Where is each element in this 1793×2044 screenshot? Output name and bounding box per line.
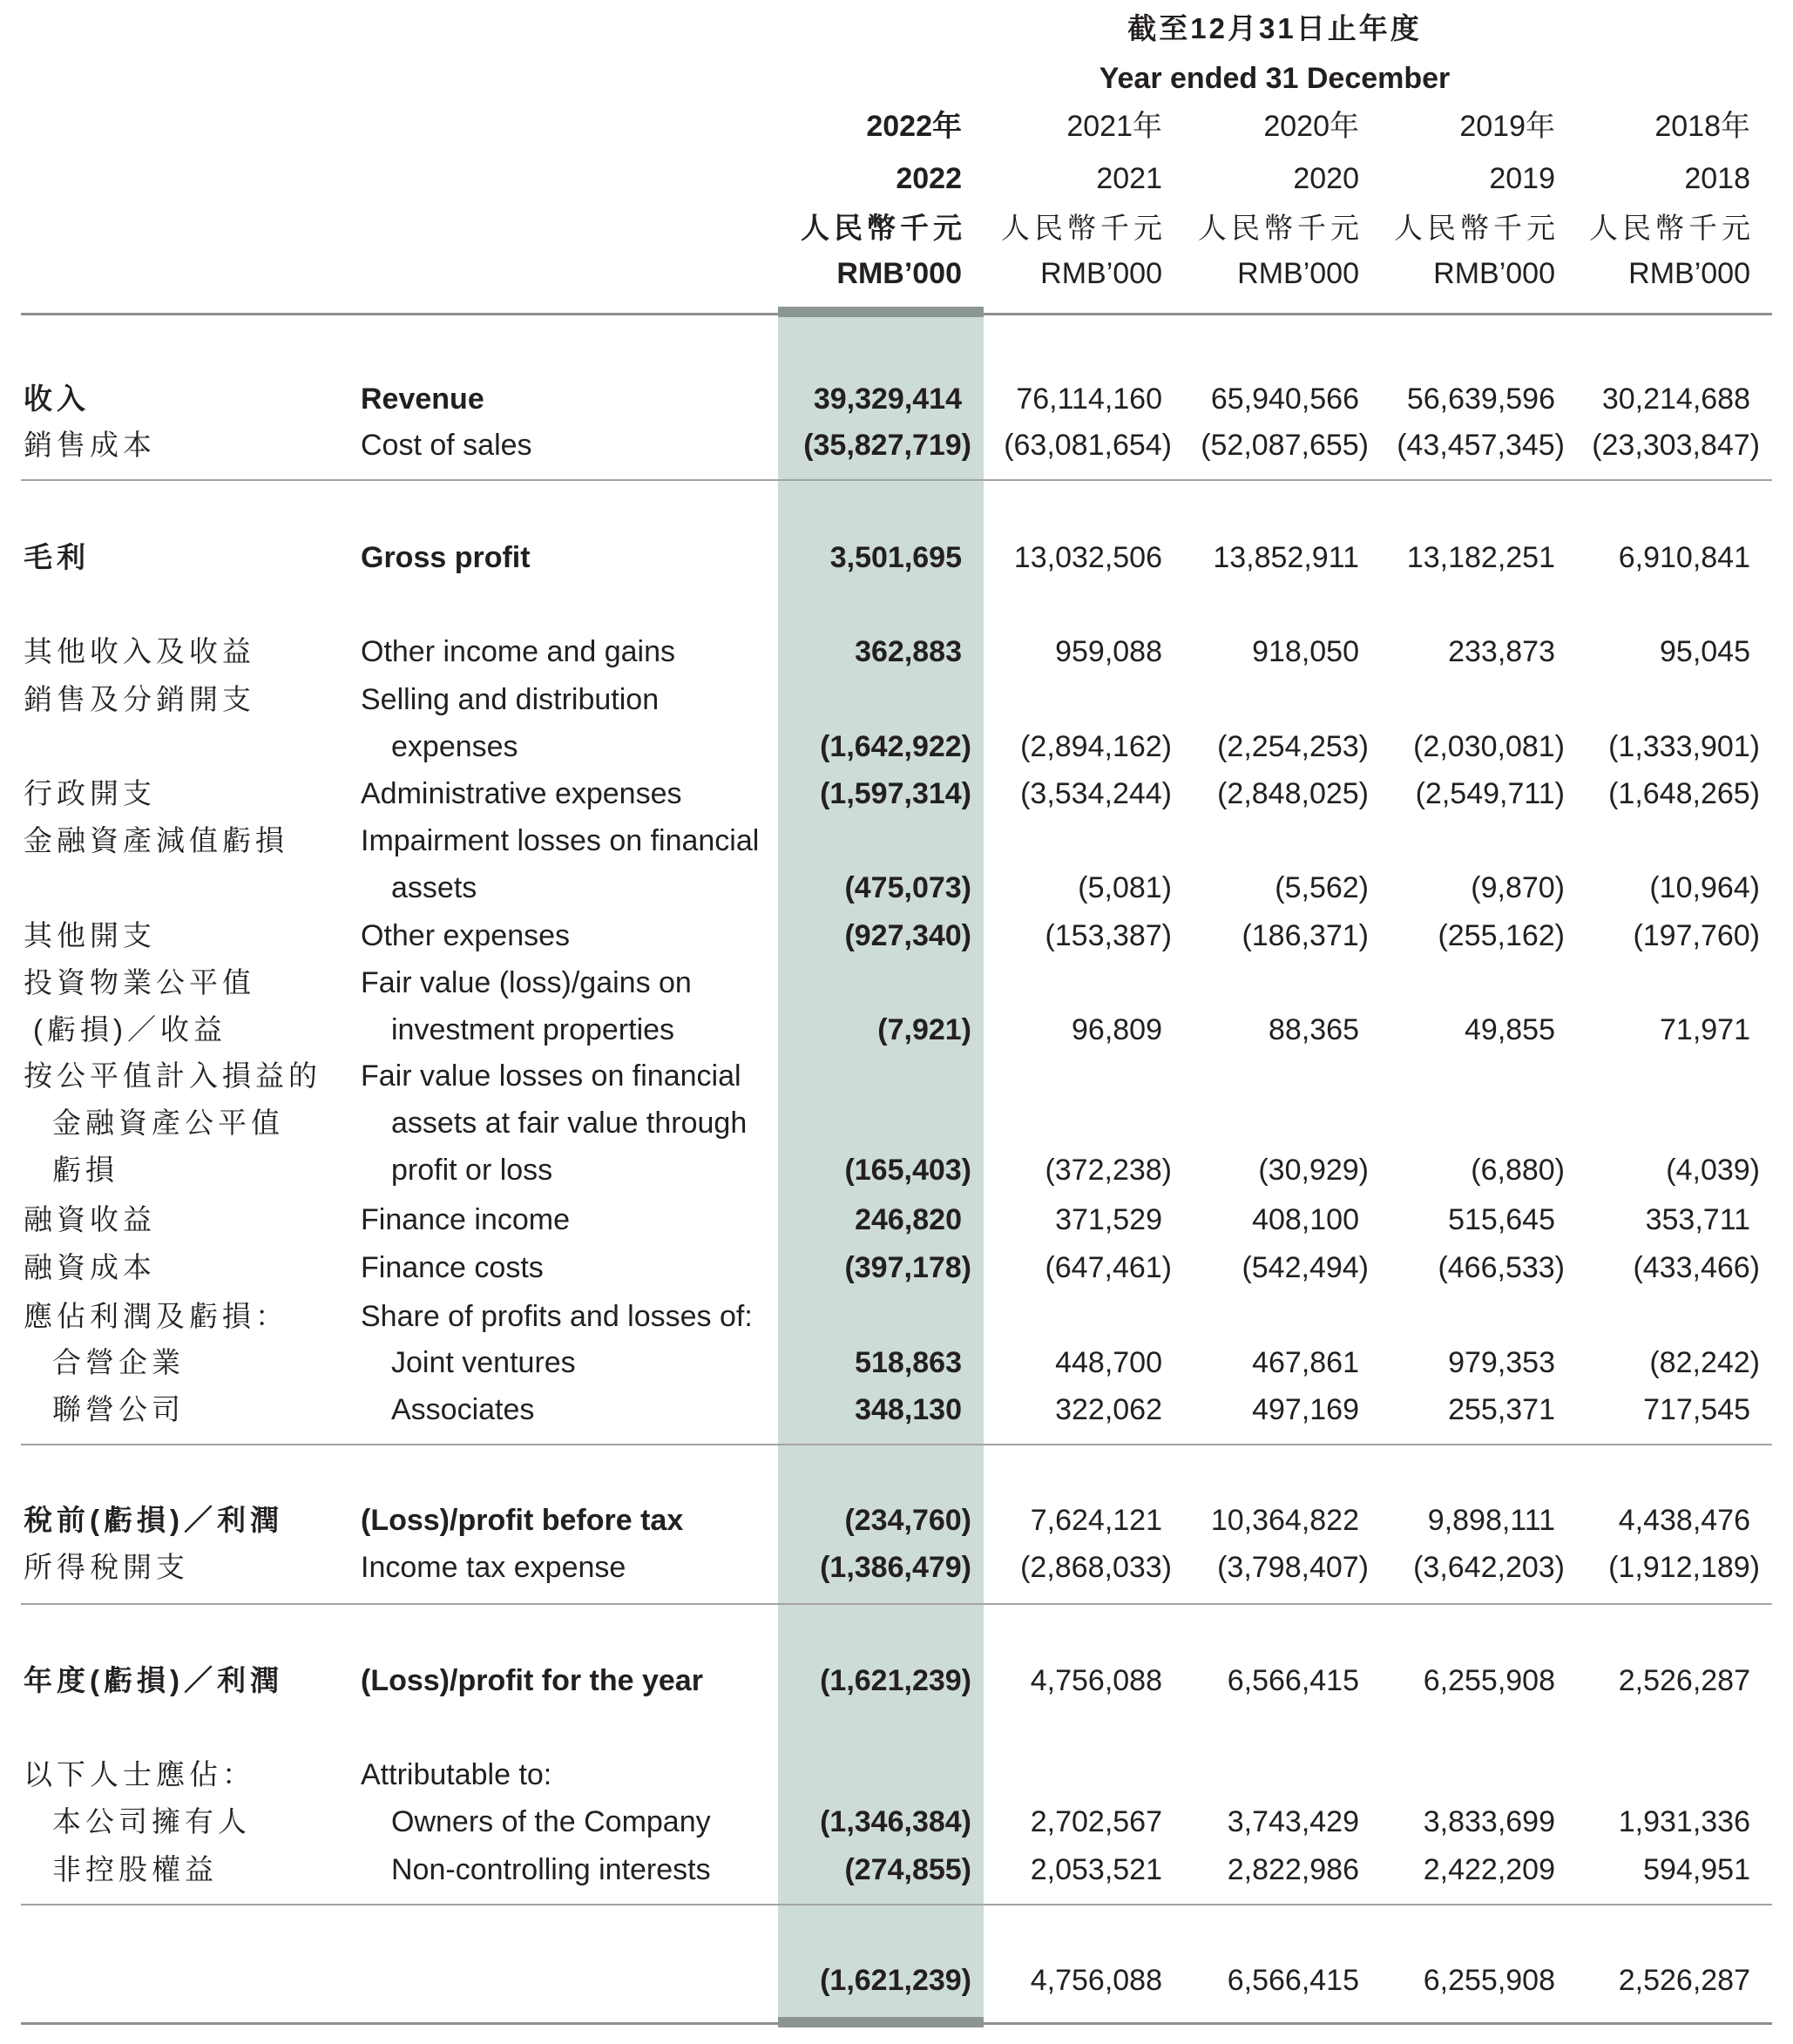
label-en bbox=[361, 676, 659, 770]
value-2020: 918,050 bbox=[1252, 635, 1359, 668]
label-zh bbox=[24, 1798, 251, 1845]
value-2022: 518,863 bbox=[855, 1346, 962, 1379]
column-year-zh-2020: 2020年 bbox=[1263, 110, 1359, 143]
value-2020: (2,848,025) bbox=[1217, 777, 1369, 810]
label-zh bbox=[24, 1244, 156, 1291]
label-en-line: profit or loss bbox=[391, 1154, 553, 1187]
value-2021: 96,809 bbox=[1072, 1013, 1162, 1046]
value-2022: (1,642,922) bbox=[820, 730, 971, 763]
label-zh bbox=[24, 1052, 321, 1194]
column-unit-en-2019: RMB’000 bbox=[1433, 257, 1555, 290]
label-en bbox=[361, 817, 759, 911]
label-zh-line: 應佔利潤及虧損： bbox=[24, 1300, 288, 1332]
label-en bbox=[361, 1497, 683, 1544]
value-2018: 71,971 bbox=[1660, 1013, 1750, 1046]
label-en bbox=[361, 422, 532, 469]
value-2019: 3,833,699 bbox=[1423, 1805, 1555, 1838]
label-zh bbox=[24, 1386, 185, 1433]
value-2018: 4,438,476 bbox=[1618, 1504, 1750, 1537]
value-2019: 979,353 bbox=[1448, 1346, 1555, 1379]
value-2020: (186,371) bbox=[1242, 919, 1369, 952]
label-zh-line: 毛利 bbox=[24, 541, 90, 573]
value-2021: 7,624,121 bbox=[1030, 1504, 1162, 1537]
label-en-line: Gross profit bbox=[361, 541, 531, 574]
label-en-line: Administrative expenses bbox=[361, 777, 682, 810]
label-en bbox=[361, 1196, 570, 1243]
value-2019: (43,457,345) bbox=[1397, 429, 1565, 462]
column-year-2020: 2020 bbox=[1293, 162, 1359, 195]
column-unit-en-2022: RMB’000 bbox=[836, 257, 962, 290]
value-2021: 2,053,521 bbox=[1030, 1853, 1162, 1886]
label-zh-line: 合營企業 bbox=[52, 1346, 185, 1378]
label-en bbox=[361, 1751, 551, 1798]
column-unit-en-2018: RMB’000 bbox=[1628, 257, 1750, 290]
label-en bbox=[361, 1798, 711, 1845]
value-2020: 467,861 bbox=[1252, 1346, 1359, 1379]
label-en bbox=[361, 1293, 753, 1340]
value-2021: (647,461) bbox=[1045, 1251, 1172, 1284]
column-unit-zh-2019: 人民幣千元 bbox=[1394, 212, 1560, 244]
value-2018: 95,045 bbox=[1660, 635, 1750, 668]
label-zh-line: 投資物業公平值 bbox=[24, 966, 255, 998]
value-2018: (1,648,265) bbox=[1608, 777, 1760, 810]
label-zh-line: 非控股權益 bbox=[52, 1853, 218, 1885]
value-2020: 10,364,822 bbox=[1210, 1504, 1359, 1537]
label-zh bbox=[24, 534, 90, 581]
label-zh-line: 虧損 bbox=[52, 1154, 118, 1186]
label-en-line: assets at fair value through bbox=[391, 1107, 748, 1140]
value-2021: (372,238) bbox=[1045, 1154, 1172, 1187]
label-en-line: Fair value (loss)/gains on bbox=[361, 966, 692, 999]
value-2022: (35,827,719) bbox=[803, 429, 971, 462]
period-title-zh: 截至12月31日止年度 bbox=[1127, 12, 1422, 44]
label-en-line: Other expenses bbox=[361, 919, 571, 952]
divider-rule bbox=[21, 1444, 1772, 1445]
value-2018: 2,526,287 bbox=[1618, 1664, 1750, 1697]
label-zh bbox=[24, 959, 255, 1053]
label-en bbox=[361, 1846, 711, 1893]
value-2022: (234,760) bbox=[844, 1504, 971, 1537]
label-zh-line: 收入 bbox=[24, 382, 90, 415]
value-2020: 65,940,566 bbox=[1210, 382, 1359, 416]
label-zh bbox=[24, 1657, 283, 1704]
value-2019: (6,880) bbox=[1471, 1154, 1565, 1187]
column-year-zh-2022: 2022年 bbox=[866, 110, 962, 143]
value-2022: (274,855) bbox=[844, 1853, 971, 1886]
label-zh-line: 聯營公司 bbox=[52, 1393, 185, 1425]
value-2021: 4,756,088 bbox=[1030, 1964, 1162, 1997]
label-en-line: Attributable to: bbox=[361, 1758, 552, 1791]
label-zh-line: 年度(虧損)／利潤 bbox=[24, 1664, 283, 1696]
column-year-zh-2018: 2018年 bbox=[1654, 110, 1750, 143]
label-zh bbox=[24, 1196, 156, 1243]
label-zh bbox=[24, 628, 255, 675]
divider-rule bbox=[21, 1904, 1772, 1905]
value-2021: 13,032,506 bbox=[1013, 541, 1162, 574]
value-2019: 49,855 bbox=[1465, 1013, 1555, 1046]
column-unit-zh-2020: 人民幣千元 bbox=[1198, 212, 1363, 244]
label-en bbox=[361, 912, 570, 959]
value-2020: (5,562) bbox=[1275, 871, 1369, 904]
column-year-2018: 2018 bbox=[1684, 162, 1750, 195]
value-2020: 3,743,429 bbox=[1227, 1805, 1359, 1838]
period-title-en: Year ended 31 December bbox=[1099, 62, 1451, 95]
divider-rule bbox=[21, 479, 1772, 481]
value-2019: 56,639,596 bbox=[1406, 382, 1555, 416]
label-en bbox=[361, 1657, 703, 1704]
label-zh bbox=[24, 1751, 255, 1798]
column-unit-zh-2018: 人民幣千元 bbox=[1589, 212, 1755, 244]
label-zh bbox=[24, 817, 288, 864]
label-en-line: expenses bbox=[391, 730, 518, 763]
label-zh bbox=[24, 770, 156, 817]
value-2020: 6,566,415 bbox=[1227, 1664, 1359, 1697]
value-2020: 2,822,986 bbox=[1227, 1853, 1359, 1886]
label-en-line: Other income and gains bbox=[361, 635, 675, 668]
label-en bbox=[361, 770, 682, 817]
value-2021: 4,756,088 bbox=[1030, 1664, 1162, 1697]
column-year-2021: 2021 bbox=[1096, 162, 1162, 195]
value-2022: (475,073) bbox=[844, 871, 971, 904]
value-2018: 594,951 bbox=[1643, 1853, 1750, 1886]
label-zh-line: 銷售及分銷開支 bbox=[24, 683, 255, 715]
label-zh-line: 其他開支 bbox=[24, 919, 156, 951]
value-2020: (30,929) bbox=[1258, 1154, 1369, 1187]
label-zh-line: 以下人士應佔： bbox=[24, 1758, 255, 1790]
label-en bbox=[361, 1386, 534, 1433]
value-2018: 2,526,287 bbox=[1618, 1964, 1750, 1997]
value-2019: 255,371 bbox=[1448, 1393, 1555, 1426]
value-2022: (7,921) bbox=[877, 1013, 971, 1046]
value-2021: (2,894,162) bbox=[1020, 730, 1172, 763]
label-zh bbox=[24, 1497, 283, 1544]
label-zh-line: 其他收入及收益 bbox=[24, 635, 255, 667]
label-zh-line: 按公平值計入損益的 bbox=[24, 1059, 321, 1092]
label-zh bbox=[24, 1544, 189, 1591]
label-en-line: Finance income bbox=[361, 1203, 571, 1236]
value-2020: 13,852,911 bbox=[1213, 541, 1359, 574]
label-zh-line: 金融資產公平值 bbox=[52, 1107, 284, 1139]
label-zh-line: 融資成本 bbox=[24, 1251, 156, 1283]
value-2020: 408,100 bbox=[1252, 1203, 1359, 1236]
label-zh bbox=[24, 1846, 218, 1893]
column-unit-zh-2021: 人民幣千元 bbox=[1001, 212, 1167, 244]
label-zh bbox=[24, 1339, 185, 1386]
value-2021: 2,702,567 bbox=[1030, 1805, 1162, 1838]
value-2018: (1,333,901) bbox=[1608, 730, 1760, 763]
value-2020: (2,254,253) bbox=[1217, 730, 1369, 763]
value-2019: 2,422,209 bbox=[1423, 1853, 1555, 1886]
value-2021: (153,387) bbox=[1045, 919, 1172, 952]
label-en bbox=[361, 376, 484, 423]
value-2019: 13,182,251 bbox=[1406, 541, 1555, 574]
value-2020: 88,365 bbox=[1269, 1013, 1359, 1046]
value-2018: 1,931,336 bbox=[1618, 1805, 1750, 1838]
value-2022: (1,597,314) bbox=[820, 777, 971, 810]
value-2022: (1,621,239) bbox=[820, 1664, 971, 1697]
label-en bbox=[361, 1544, 626, 1591]
value-2022: 3,501,695 bbox=[829, 541, 962, 574]
value-2022: 39,329,414 bbox=[813, 382, 962, 416]
value-2019: 233,873 bbox=[1448, 635, 1555, 668]
value-2022: 348,130 bbox=[855, 1393, 962, 1426]
value-2022: (1,386,479) bbox=[820, 1551, 971, 1584]
value-2019: (466,533) bbox=[1438, 1251, 1565, 1284]
value-2021: (5,081) bbox=[1078, 871, 1172, 904]
value-2021: 448,700 bbox=[1055, 1346, 1162, 1379]
value-2019: 6,255,908 bbox=[1423, 1664, 1555, 1697]
value-2019: (9,870) bbox=[1471, 871, 1565, 904]
value-2021: (63,081,654) bbox=[1004, 429, 1172, 462]
value-2022: (1,346,384) bbox=[820, 1805, 971, 1838]
label-zh-line: 銷售成本 bbox=[24, 429, 156, 461]
column-unit-en-2020: RMB’000 bbox=[1237, 257, 1359, 290]
value-2020: 6,566,415 bbox=[1227, 1964, 1359, 1997]
value-2019: (255,162) bbox=[1438, 919, 1565, 952]
value-2019: (2,030,081) bbox=[1413, 730, 1565, 763]
value-2018: (23,303,847) bbox=[1592, 429, 1760, 462]
label-zh-line: 稅前(虧損)／利潤 bbox=[24, 1504, 283, 1536]
value-2019: 9,898,111 bbox=[1427, 1504, 1555, 1537]
value-2018: (197,760) bbox=[1633, 919, 1760, 952]
value-2020: (542,494) bbox=[1242, 1251, 1369, 1284]
label-en bbox=[361, 1052, 747, 1194]
label-en bbox=[361, 959, 692, 1053]
label-zh bbox=[24, 422, 156, 469]
value-2020: (52,087,655) bbox=[1201, 429, 1369, 462]
label-zh bbox=[24, 376, 90, 423]
value-2018: (10,964) bbox=[1649, 871, 1760, 904]
column-unit-en-2021: RMB’000 bbox=[1040, 257, 1162, 290]
value-2018: (82,242) bbox=[1649, 1346, 1760, 1379]
label-zh-line: 融資收益 bbox=[24, 1203, 156, 1235]
divider-rule bbox=[21, 1603, 1772, 1605]
label-en bbox=[361, 1339, 576, 1386]
value-2021: 371,529 bbox=[1055, 1203, 1162, 1236]
label-en bbox=[361, 1244, 544, 1291]
column-year-zh-2019: 2019年 bbox=[1459, 110, 1555, 143]
label-en-line: Impairment losses on financial bbox=[361, 824, 760, 857]
highlight-column-bottom-bar bbox=[778, 2017, 984, 2027]
value-2018: 717,545 bbox=[1643, 1393, 1750, 1426]
label-en-line: Fair value losses on financial bbox=[361, 1059, 741, 1093]
value-2018: (4,039) bbox=[1666, 1154, 1760, 1187]
label-zh-line: 行政開支 bbox=[24, 777, 156, 809]
highlight-column-top-bar bbox=[778, 307, 984, 317]
label-en-line: Non-controlling interests bbox=[391, 1853, 711, 1886]
label-zh bbox=[24, 1293, 288, 1340]
column-year-zh-2021: 2021年 bbox=[1066, 110, 1162, 143]
label-zh bbox=[24, 912, 156, 959]
label-en-line: Revenue bbox=[361, 382, 484, 416]
value-2022: (397,178) bbox=[844, 1251, 971, 1284]
value-2022: (165,403) bbox=[844, 1154, 971, 1187]
label-en-line: Joint ventures bbox=[391, 1346, 576, 1379]
label-zh-line: (虧損)／收益 bbox=[33, 1013, 227, 1046]
label-en-line: Owners of the Company bbox=[391, 1805, 711, 1838]
label-en-line: Cost of sales bbox=[361, 429, 532, 462]
label-en-line: Income tax expense bbox=[361, 1551, 626, 1584]
label-zh-line: 金融資產減值虧損 bbox=[24, 824, 288, 856]
label-en-line: Finance costs bbox=[361, 1251, 544, 1284]
value-2019: (3,642,203) bbox=[1413, 1551, 1565, 1584]
value-2021: 959,088 bbox=[1055, 635, 1162, 668]
value-2021: 322,062 bbox=[1055, 1393, 1162, 1426]
value-2022: 362,883 bbox=[855, 635, 962, 668]
value-2020: 497,169 bbox=[1252, 1393, 1359, 1426]
label-en-line: assets bbox=[391, 871, 477, 904]
label-zh bbox=[24, 676, 255, 723]
value-2022: (1,621,239) bbox=[820, 1964, 971, 1997]
value-2021: 76,114,160 bbox=[1016, 382, 1162, 416]
column-year-2022: 2022 bbox=[896, 162, 962, 195]
value-2018: (1,912,189) bbox=[1608, 1551, 1760, 1584]
label-en-line: (Loss)/profit before tax bbox=[361, 1504, 684, 1537]
value-2020: (3,798,407) bbox=[1217, 1551, 1369, 1584]
value-2018: (433,466) bbox=[1633, 1251, 1760, 1284]
label-en-line: investment properties bbox=[391, 1013, 675, 1046]
value-2022: 246,820 bbox=[855, 1203, 962, 1236]
value-2018: 353,711 bbox=[1645, 1203, 1750, 1236]
label-en bbox=[361, 628, 675, 675]
value-2022: (927,340) bbox=[844, 919, 971, 952]
value-2021: (2,868,033) bbox=[1020, 1551, 1172, 1584]
value-2018: 6,910,841 bbox=[1618, 541, 1750, 574]
label-en-line: Share of profits and losses of: bbox=[361, 1300, 753, 1333]
value-2019: (2,549,711) bbox=[1415, 777, 1565, 810]
label-en-line: Associates bbox=[391, 1393, 535, 1426]
label-en bbox=[361, 534, 531, 581]
value-2021: (3,534,244) bbox=[1020, 777, 1172, 810]
column-unit-zh-2022: 人民幣千元 bbox=[801, 212, 966, 244]
value-2018: 30,214,688 bbox=[1601, 382, 1750, 416]
label-en-line: (Loss)/profit for the year bbox=[361, 1664, 703, 1697]
value-2019: 6,255,908 bbox=[1423, 1964, 1555, 1997]
label-zh-line: 本公司擁有人 bbox=[52, 1805, 251, 1838]
label-zh-line: 所得稅開支 bbox=[24, 1551, 189, 1583]
column-year-2019: 2019 bbox=[1489, 162, 1555, 195]
value-2019: 515,645 bbox=[1448, 1203, 1555, 1236]
label-en-line: Selling and distribution bbox=[361, 683, 660, 716]
